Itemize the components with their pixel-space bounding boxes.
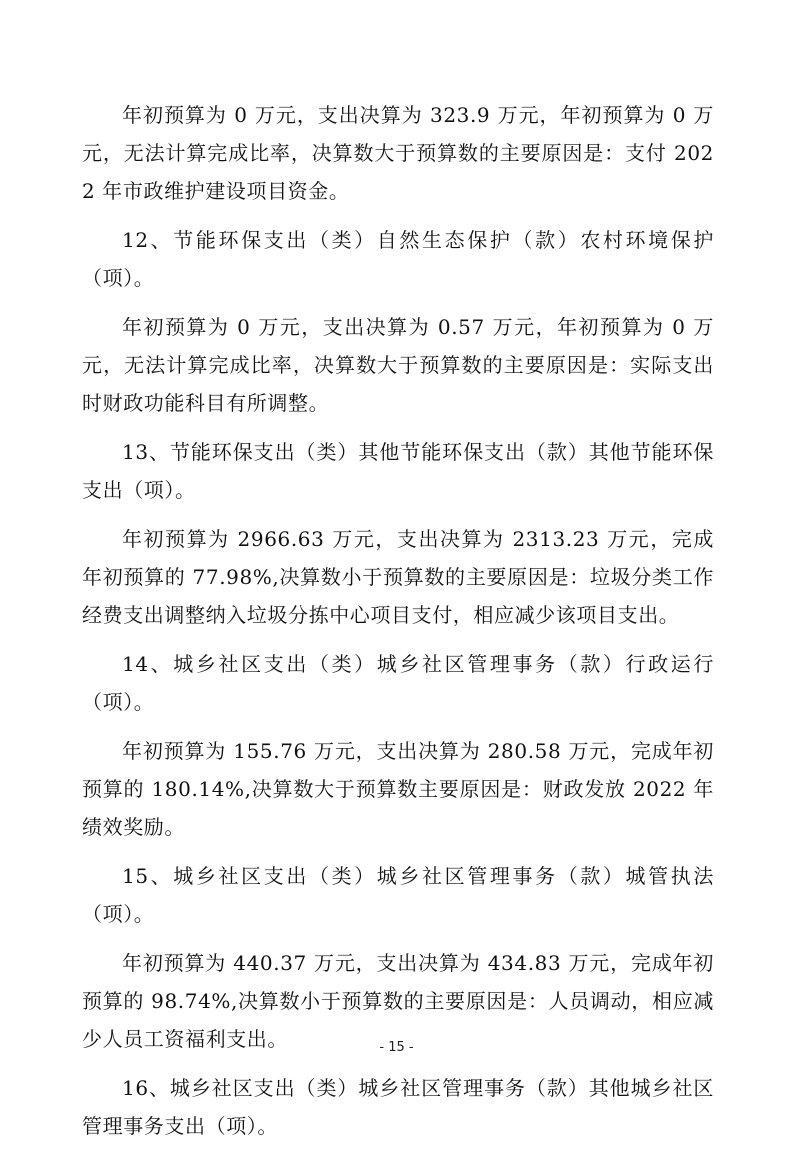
paragraph-3: 年初预算为 0 万元，支出决算为 0.57 万元，年初预算为 0 万元，无法计算完成比率，决算数大于预算数的主要原因是：实际支出时财政功能科目有所调整。: [82, 315, 714, 416]
paragraph-2-heading: 12、节能环保支出（类）自然生态保护（款）农村环境保护（项）。: [82, 228, 714, 291]
paragraph-6-heading: 14、城乡社区支出（类）城乡社区管理事务（款）行政运行（项）。: [82, 652, 714, 715]
paragraph-1: 年初预算为 0 万元，支出决算为 323.9 万元，年初预算为 0 万元，无法计算完成比率，决算数大于预算数的主要原因是：支付 2022 年市政维护建设项目资金。: [82, 103, 714, 204]
document-body: [82, 96, 714, 1156]
paragraph-5: 年初预算为 2966.63 万元，支出决算为 2313.23 万元，完成年初预算的 77.98%,决算数小于预算数的主要原因是：垃圾分类工作经费支出调整纳入垃圾分拣中心项目支付，相应减少该项目支出。: [82, 527, 714, 628]
paragraph-9: 年初预算为 440.37 万元，支出决算为 434.83 万元，完成年初预算的 98.74%,决算数小于预算数的主要原因是：人员调动，相应减少人员工资福利支出。: [82, 951, 714, 1052]
paragraph-7: 年初预算为 155.76 万元，支出决算为 280.58 万元，完成年初预算的 180.14%,决算数大于预算数主要原因是：财政发放 2022 年绩效奖励。: [82, 739, 714, 840]
paragraph-4-heading: 13、节能环保支出（类）其他节能环保支出（款）其他节能环保支出（项）。: [82, 440, 714, 503]
paragraph-8-heading: 15、城乡社区支出（类）城乡社区管理事务（款）城管执法（项）。: [82, 864, 714, 927]
page-number: - 15 -: [379, 1040, 414, 1055]
paragraph-10-heading: 16、城乡社区支出（类）城乡社区管理事务（款）其他城乡社区管理事务支出（项）。: [82, 1076, 714, 1139]
